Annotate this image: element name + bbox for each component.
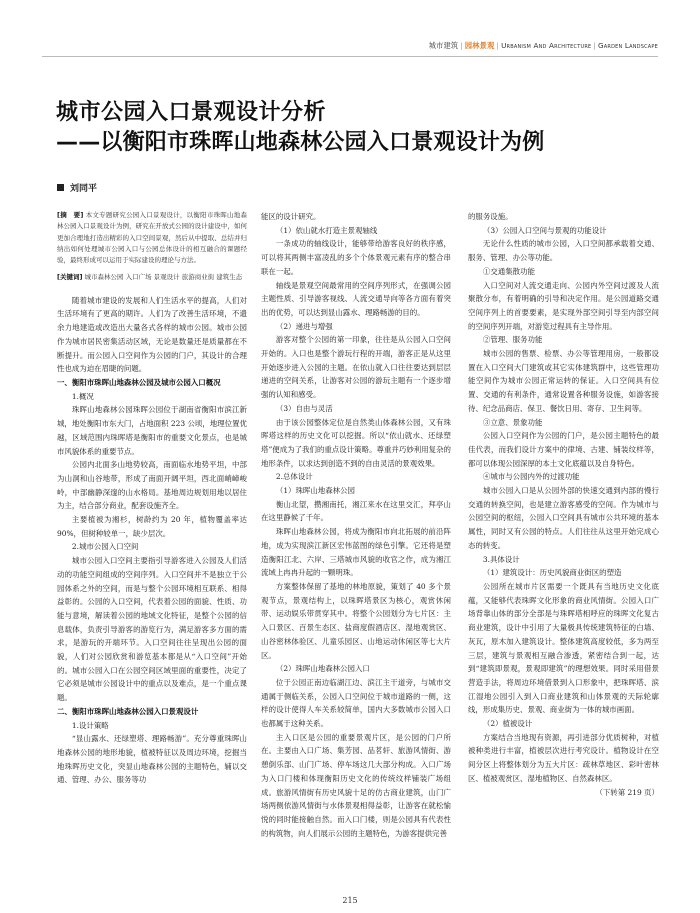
subheading: （2）珠晖山地森林公园入口	[275, 664, 370, 674]
keywords	[57, 272, 247, 283]
subheading: ①交通集散功能	[482, 266, 535, 276]
paragraph: 一条成功的轴线设计，能够带给游客良好的秩序感，可以将其两侧丰富凌乱的多个个体景观元素有序的整合串联在一起。	[261, 239, 451, 276]
paragraph: 无论什么性质的城市公园，入口空间都承载着交通、服务、管理、办公等功能。	[468, 239, 659, 263]
section-heading: 二、衡阳市珠晖山地森林公园入口景观设计	[57, 706, 199, 716]
page-number: 215	[342, 896, 358, 905]
subheading: 3.具体设计	[482, 554, 520, 564]
keywords-text: 城市森林公园 入口广场 景观设计 旅游商业街 建筑生态	[84, 273, 243, 282]
subheading: 2.城市公园入口空间	[71, 542, 139, 552]
subheading: （1）建筑设计：历史风貌商业街区的塑造	[482, 568, 622, 578]
subheading: 1.概况	[71, 391, 94, 401]
paragraph: “显山露水、还绿塑塔、理路畅游”。充分尊重珠晖山地森林公园的地形地貌，植被特征以及周边环境，挖掘当地珠晖历史文化，突显山地森林公园的主题特色，辅以交通、管理、办公、服务等功	[57, 734, 247, 785]
paragraph: 珠晖山地森林公园，将成为衡阳市向北拓展的前沿阵地，成为实现滨江新区宏伟蓝图的绿色引擎。它还将是塑造衡阳江北、六岸、三塔城市风貌的收官之作，成为湘江流域上冉冉升起的一颗明珠。	[261, 527, 451, 578]
continued-note: （下转第 219 页）	[595, 787, 659, 797]
subheading: 1.设计策略	[71, 720, 109, 730]
running-head-english-section: Urbanism And Architecture	[501, 41, 592, 50]
column-3	[468, 210, 659, 799]
abstract-label: [摘 要]	[57, 211, 84, 219]
running-head-separator: |	[593, 41, 597, 50]
paragraph: 方案整体保留了基地的林地原貌，策划了 40 多个景观节点，景观结构上，以珠晖塔景区为核心，观赏休闲带、运动娱乐带贯穿其中。将整个公园划分为七片区：主入口景区、百景生态区、盐商度假酒店区、湿地观赏区、山谷密林体验区、儿童乐园区、山地运动休闲区等七大片区。	[261, 581, 451, 660]
paragraph: 衡山北望，攒湘南托，湘江来水在这里交汇，拜亭山在这里静候了千年。	[261, 499, 451, 523]
column-1	[57, 210, 247, 787]
subheading: （2）植被设计	[482, 719, 533, 729]
running-head-english-column: Garden Landscape	[598, 41, 658, 50]
paragraph: 入口空间对人流交通走向、公园内外空间过渡及人流聚散分布，有着明确的引导和决定作用。是公园道路交通空间序列上的首要要素，是实现外部空间引导至内部空间的空间序列开端，对游览过程具有主导作用。	[468, 280, 659, 331]
paragraph: 珠晖山地森林公园珠晖公园位于湖南省衡阳市滨江新城，地处衡阳市东大门，占地面积 223 公顷，地理位置优越，区域范围内珠晖塔是衡阳市的重要文化景点，也是城市风貌体系的重要节点。	[57, 405, 247, 456]
running-head	[429, 41, 658, 51]
article-subtitle: ——以衡阳市珠晖山地森林公园入口景观设计为例	[56, 130, 545, 155]
paragraph: 公园内北面多山地势较高，南面临水地势平坦，中部为山洞和山谷地带，形成了南面开阔平坦，西北面峭嶂峻岭，中部幽静深邃的山水格局。基地周边规划用地以居住为主，结合部分商业，配套设施齐全。	[57, 460, 247, 511]
article-title: 城市公园入口景观设计分析	[56, 100, 327, 125]
abstract-text: 本文专题研究公园入口景观设计，以衡阳市珠晖山地森林公园入口景观设计为例，研究在开放式公园的设计建设中，如何更加合理地打造出精彩的入口空间景观，然后从中提取、总结并归纳出如何处理城市公园入口与公园总体设计的相互融合的课题经验，最终形成可以运用于实际建设的理论与方法。	[57, 211, 248, 265]
subheading: ②管理、服务功能	[482, 335, 543, 345]
paragraph: 由于该公园整体定位是自然类山体森林公园，又有珠晖塔这样的历史文化可以挖掘。所以“依山就水、还绿塑塔”便成为了我们的重点设计策略。尊重并巧妙利用复杂的地形条件，以求达到创造不到的自由灵活的景观效果。	[261, 417, 451, 468]
subheading: （1）依山就水打造主景观轴线	[275, 225, 378, 235]
running-head-section: 城市建筑	[428, 41, 459, 50]
column-2	[261, 210, 451, 840]
paragraph: 公园所在城市片区需要一个既具有当地历史文化底蕴，又能够代表珠晖文化形象的商业风情街。公园入口广场背靠山体的部分全部是与珠晖塔相呼应的珠晖文化复古商业建筑，设计中引用了大量极具传统建筑特征的白墙、灰瓦，原木加入建筑设计。整体建筑高度较低，多为两至三层，建筑与景观相互融合渗透，紧密结合到一起，达到“建筑即景观，景观即建筑”的理想效果。同时采用借景营造手法，将周边环境借景到入口形象中，把珠晖塔、滨江湿地公园引入到入口商业建筑和山体景观的天际轮廓线，形成集历史、景观、商业街为一体的城市画面。	[468, 581, 659, 715]
subheading: ④城市与公园内外的过渡功能	[482, 472, 580, 482]
running-head-column: 园林景观	[464, 41, 495, 50]
author-line	[57, 181, 97, 194]
paragraph: 城市公园的售票、检票、办公等管理用房，一般都设置在入口空间大门建筑或其它实体建筑群中，这些管理功能空间作为城市公园正常运转的保证。入口空间具有位置、交通的有利条件，通常设置各种服务设施，如游客接待、纪念品商店、保卫、餐饮日用、寄存、卫生间等。	[468, 349, 659, 413]
author-name: 刘同平	[70, 184, 98, 194]
keywords-label: [关键词]	[57, 273, 83, 282]
running-head-separator: |	[496, 41, 500, 50]
paragraph: 的服务设施。	[468, 212, 513, 221]
header-rule	[42, 56, 658, 57]
paragraph: 方案结合当地现有资源，再引进部分优质树种，对植被种类进行丰富，植被层次进行考究设计。植物设计在空间分区上将整体划分为五大片区：疏林草地区、彩叶密林区、植被观赏区、湿地植物区、自然森林区。	[468, 732, 659, 783]
square-bullet-icon	[57, 184, 64, 191]
paragraph: 主要植被为湘杉，树龄约为 20 年，植物覆盖率达 90%，但树种较单一，缺少层次。	[57, 515, 247, 538]
paragraph: 城市公园入口空间主要指引导游客进入公园及人们活动的功能空间组成的空间序列。入口空间并不是独立于公园体系之外的空间，而是与整个公园环境相互联系、相得益彰的。公园的入口空间，代表着公园的面貌、性质、功能与意境，解读着公园的地域文化特征，是整个公园的信息载体，负责引导游客的游览行为，满足游客多方面的需求，是游玩的开端环节。入口空间往往呈现出公园的面貌，人们对公园欣赏和游览基本都是从“入口空间”开始的。城市公园入口在公园空间区域里面的重要性，决定了它必须是城市公园设计中的重点以及难点，是一个重点课题。	[57, 556, 247, 703]
subheading: ③立意、景象功能	[482, 417, 543, 427]
abstract	[57, 210, 247, 266]
paragraph: 能区的设计研究。	[261, 212, 321, 221]
subheading: 2.总体设计	[275, 472, 313, 482]
subheading: （1）珠晖山地森林公园	[275, 486, 355, 496]
paragraph: 位于公园正南边临湖江边、滨江主干道旁，与城市交通属于侧临关系，公园入口空间位于城市道路的一侧，这样的设计使得人车关系较简单，国内大多数城市公园入口也都属于这种关系。	[261, 677, 451, 729]
paragraph: 公园入口空间作为公园的门户，是公园主题特色的最佳代表，而我们设计方案中的律境、古建、铺装纹样等，都可以体现公园深厚的本土文化底蕴以及自身特色。	[468, 431, 659, 468]
paragraph: 轴线是景观空间最常用的空间序列形式，在强调公园主题性质、引导游客视线、人流交通导向等各方面有着突出的优势，可以达到显山露水、理路畅游的目的。	[261, 280, 451, 317]
section-heading: 一、衡阳市珠晖山地森林公园及城市公园入口概况	[57, 378, 221, 387]
subheading: （3）公园入口空间与景观的功能设计	[482, 225, 607, 235]
paragraph: 城市公园入口是从公园外部的快速交通到内部的慢行交通的转换空间，也是建立游客感受的空间。作为城市与公园空间的枢纽，公园入口空间具有城市公共环境的基本属性，同时又有公园的特点。人们往往从这里开始完成心态的转变。	[468, 486, 659, 550]
subheading: （2）递进与增强	[275, 321, 333, 331]
paragraph: 随着城市建设的发展和人们生活水平的提高，人们对生活环境有了更高的期许。人们为了改善生活环境，不遗余力地建造或改造出大量各式各样的城市公园。城市公园作为城市居民密集活动区域，无论是数量还是质量都在不断提升。而公园入口空间作为公园的门户，其设计的合理性也成为迫在眉睫的问题。	[57, 295, 247, 374]
paragraph: 游客对整个公园的第一印象，往往是从公园入口空间开始的。入口也是整个游玩行程的开端，游客正是从这里开始逐步进入公园的主题。在依山就入口往往要达到层层递进的空间关系，让游客对公园的游玩主题有一个逐步增强的认知和感受。	[261, 335, 451, 400]
running-head-separator: |	[460, 41, 463, 50]
paragraph: 主入口区是公园的重要景观片区，是公园的门户所在。主要由入口广场、集芳园、品茗轩、旅游风情街、游憩倒乐部、山门广场、停车场这几大部分构成。入口广场为入口门楼和体现衡阳历史文化的传统纹样铺装广场组成。旅游风情街有历史风貌十足的仿古商业建筑，山门广场两侧依游风情街与水体景观相得益彰，让游客在就松愉悦的同时能接触自然。而入口门楼，则是公园具有代表性的构筑物，向人们展示公园的主题特色，为游客提供完善	[261, 732, 451, 838]
subheading: （3）自由与灵活	[275, 403, 333, 413]
